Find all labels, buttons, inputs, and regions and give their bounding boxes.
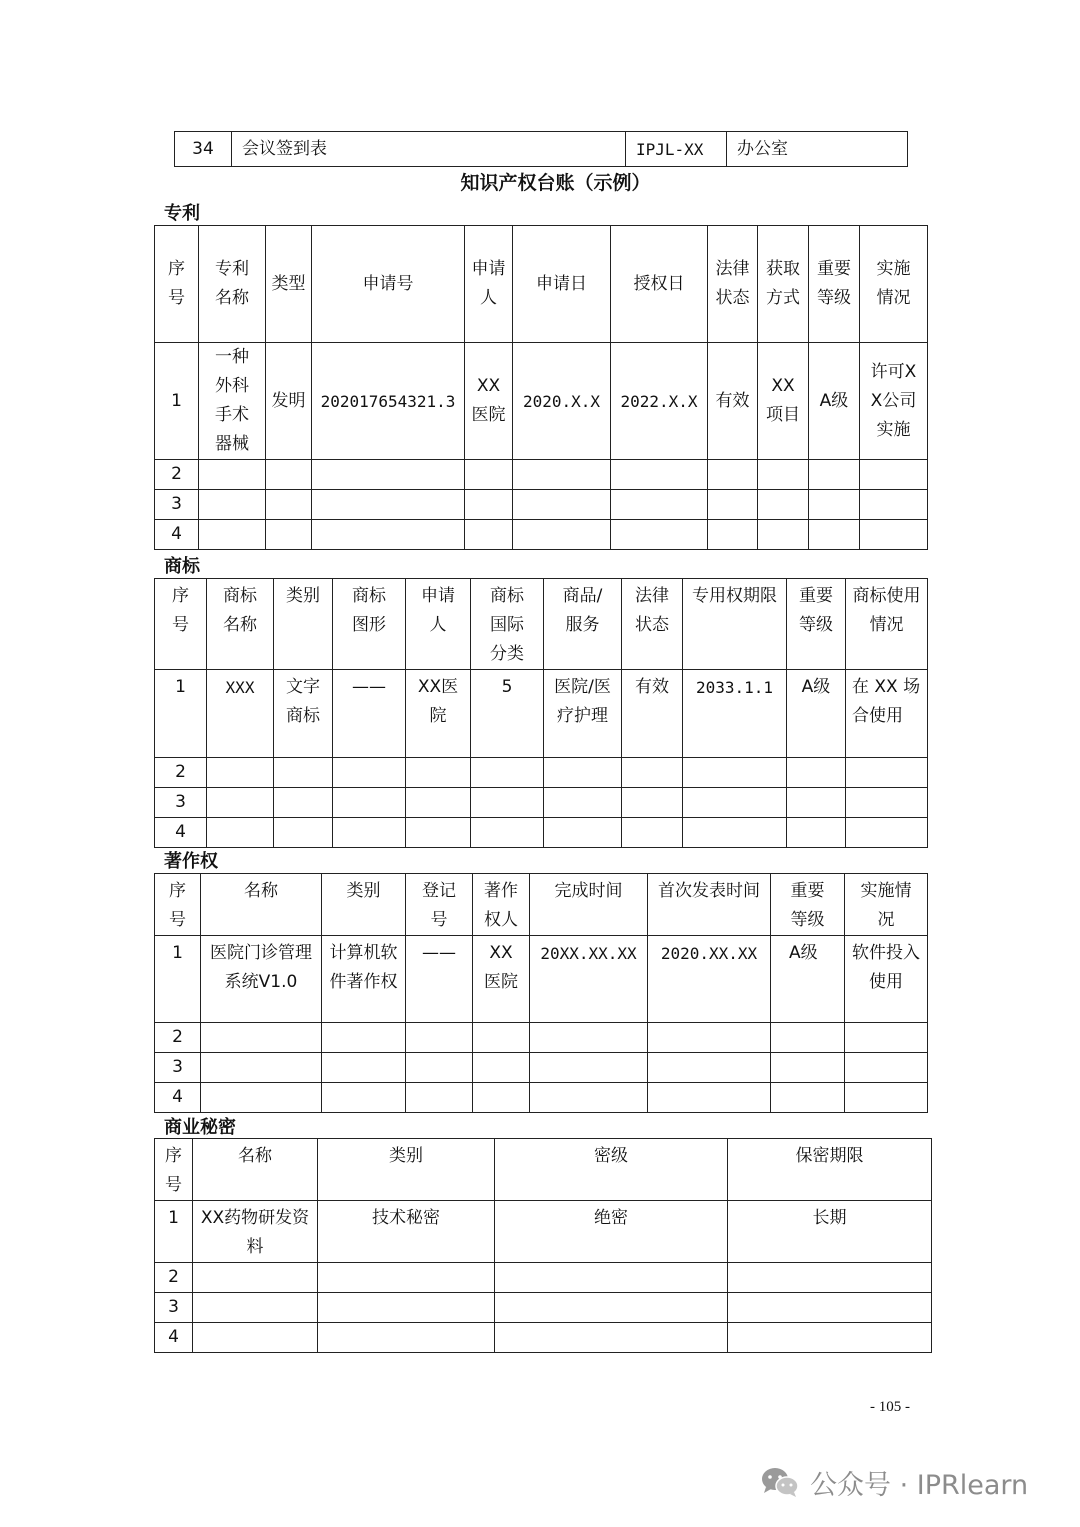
table-cell: 绝密	[495, 1201, 728, 1263]
copyright-header: 名称	[201, 874, 322, 936]
copyright-header: 完成时间	[530, 874, 648, 936]
table-cell: 5	[471, 670, 544, 758]
table-cell: 医院/医疗护理	[544, 670, 622, 758]
watermark-text: 公众号 · IPRlearn	[810, 1469, 1029, 1501]
trade-secret-header: 名称	[193, 1139, 318, 1201]
table-cell: ——	[406, 936, 473, 1023]
table-row	[155, 490, 928, 520]
table-row	[155, 1263, 932, 1293]
top-row-no: 34	[175, 132, 232, 167]
table-cell: 技术秘密	[318, 1201, 495, 1263]
copyright-header-row	[155, 874, 928, 936]
table-row	[155, 1023, 928, 1053]
table-cell: 20XX.XX.XX	[530, 936, 648, 1023]
table-row	[155, 818, 928, 848]
table-cell: 软件投入使用	[845, 936, 928, 1023]
table-cell: 2033.1.1	[683, 670, 787, 758]
trade-secret-header: 序号	[155, 1139, 193, 1201]
trademark-header: 商标图形	[333, 579, 406, 670]
trademark-header: 法律状态	[622, 579, 683, 670]
trade-secret-header-row	[155, 1139, 932, 1201]
top-row-name: 会议签到表	[232, 132, 626, 167]
copyright-header: 类别	[322, 874, 406, 936]
table-row	[155, 936, 928, 1023]
table-cell: 2	[155, 1263, 193, 1293]
copyright-header: 著作权人	[473, 874, 530, 936]
table-cell: 许可XX公司实施	[860, 343, 928, 460]
table-cell: 3	[155, 490, 199, 520]
table-row	[155, 1053, 928, 1083]
table-cell: 2020.X.X	[513, 343, 611, 460]
patent-header: 专利名称	[199, 226, 266, 343]
table-cell: 4	[155, 520, 199, 550]
table-cell: 2	[155, 758, 207, 788]
trademark-header: 商标国际分类	[471, 579, 544, 670]
table-cell: 3	[155, 1293, 193, 1323]
patent-header: 申请号	[312, 226, 465, 343]
patent-table	[154, 225, 928, 550]
table-cell: 长期	[728, 1201, 932, 1263]
table-cell: 计算机软件著作权	[322, 936, 406, 1023]
patent-header: 授权日	[611, 226, 708, 343]
table-cell: 1	[155, 343, 199, 460]
trademark-table	[154, 578, 928, 848]
patent-header: 序号	[155, 226, 199, 343]
table-cell: 202017654321.3	[312, 343, 465, 460]
table-cell: A级	[787, 670, 846, 758]
table-cell: 4	[155, 1323, 193, 1353]
table-cell: 医院门诊管理系统V1.0	[201, 936, 322, 1023]
trademark-header: 重要等级	[787, 579, 846, 670]
table-cell: XX医院	[465, 343, 513, 460]
table-cell: 3	[155, 788, 207, 818]
table-cell: 有效	[622, 670, 683, 758]
top-row-table	[174, 131, 908, 167]
patent-header: 类型	[266, 226, 312, 343]
table-cell: A级	[771, 936, 845, 1023]
copyright-header: 序号	[155, 874, 201, 936]
table-cell: 1	[155, 670, 207, 758]
table-cell: 3	[155, 1053, 201, 1083]
table-row	[155, 1323, 932, 1353]
trademark-header-row	[155, 579, 928, 670]
table-cell: 4	[155, 818, 207, 848]
patent-header: 获取方式	[758, 226, 809, 343]
trademark-header: 申请人	[406, 579, 471, 670]
table-cell: 一种外科手术器械	[199, 343, 266, 460]
document-title: 知识产权台账（示例）	[460, 172, 651, 194]
patent-header: 法律状态	[708, 226, 758, 343]
table-cell: 1	[155, 936, 201, 1023]
table-row	[155, 1083, 928, 1113]
trademark-header: 类别	[274, 579, 333, 670]
patent-header: 申请日	[513, 226, 611, 343]
table-cell: 4	[155, 1083, 201, 1113]
section-title-trade-secret: 商业秘密	[164, 1117, 236, 1138]
copyright-table	[154, 873, 928, 1113]
patent-header: 重要等级	[809, 226, 860, 343]
table-row	[155, 343, 928, 460]
table-row	[155, 788, 928, 818]
patent-header: 实施情况	[860, 226, 928, 343]
table-cell: 2020.XX.XX	[648, 936, 771, 1023]
table-row	[155, 670, 928, 758]
table-cell: XX药物研发资料	[193, 1201, 318, 1263]
table-row	[155, 1201, 932, 1263]
table-cell: XX医院	[406, 670, 471, 758]
copyright-header: 首次发表时间	[648, 874, 771, 936]
table-cell: 2	[155, 1023, 201, 1053]
trademark-header: 专用权期限	[683, 579, 787, 670]
table-cell: A级	[809, 343, 860, 460]
top-row-dept: 办公室	[727, 132, 908, 167]
table-row	[155, 1293, 932, 1323]
table-cell: XXX	[207, 670, 274, 758]
top-row-code: IPJL-XX	[626, 132, 727, 167]
table-cell: XX项目	[758, 343, 809, 460]
table-cell: 2	[155, 460, 199, 490]
trademark-header: 商品/服务	[544, 579, 622, 670]
trademark-header: 商标使用情况	[846, 579, 928, 670]
section-title-copyright: 著作权	[164, 851, 218, 872]
patent-header-row	[155, 226, 928, 343]
section-title-patent: 专利	[164, 203, 200, 224]
trade-secret-header: 类别	[318, 1139, 495, 1201]
copyright-header: 实施情况	[845, 874, 928, 936]
trademark-header: 序号	[155, 579, 207, 670]
copyright-header: 重要等级	[771, 874, 845, 936]
table-cell: 有效	[708, 343, 758, 460]
table-cell: 2022.X.X	[611, 343, 708, 460]
watermark	[760, 1462, 1028, 1502]
patent-header: 申请人	[465, 226, 513, 343]
trademark-header: 商标名称	[207, 579, 274, 670]
trade-secret-header: 保密期限	[728, 1139, 932, 1201]
table-cell: 发明	[266, 343, 312, 460]
copyright-header: 登记号	[406, 874, 473, 936]
trade-secret-header: 密级	[495, 1139, 728, 1201]
table-cell: 文字商标	[274, 670, 333, 758]
wechat-icon	[760, 1465, 800, 1499]
table-row	[155, 520, 928, 550]
table-cell: 1	[155, 1201, 193, 1263]
trade-secret-table	[154, 1138, 932, 1353]
table-cell: ——	[333, 670, 406, 758]
table-row	[155, 460, 928, 490]
table-cell: XX医院	[473, 936, 530, 1023]
table-cell: 在 XX 场合使用	[846, 670, 928, 758]
section-title-trademark: 商标	[164, 556, 200, 577]
page-number: - 105 -	[870, 1399, 910, 1415]
table-row	[155, 758, 928, 788]
